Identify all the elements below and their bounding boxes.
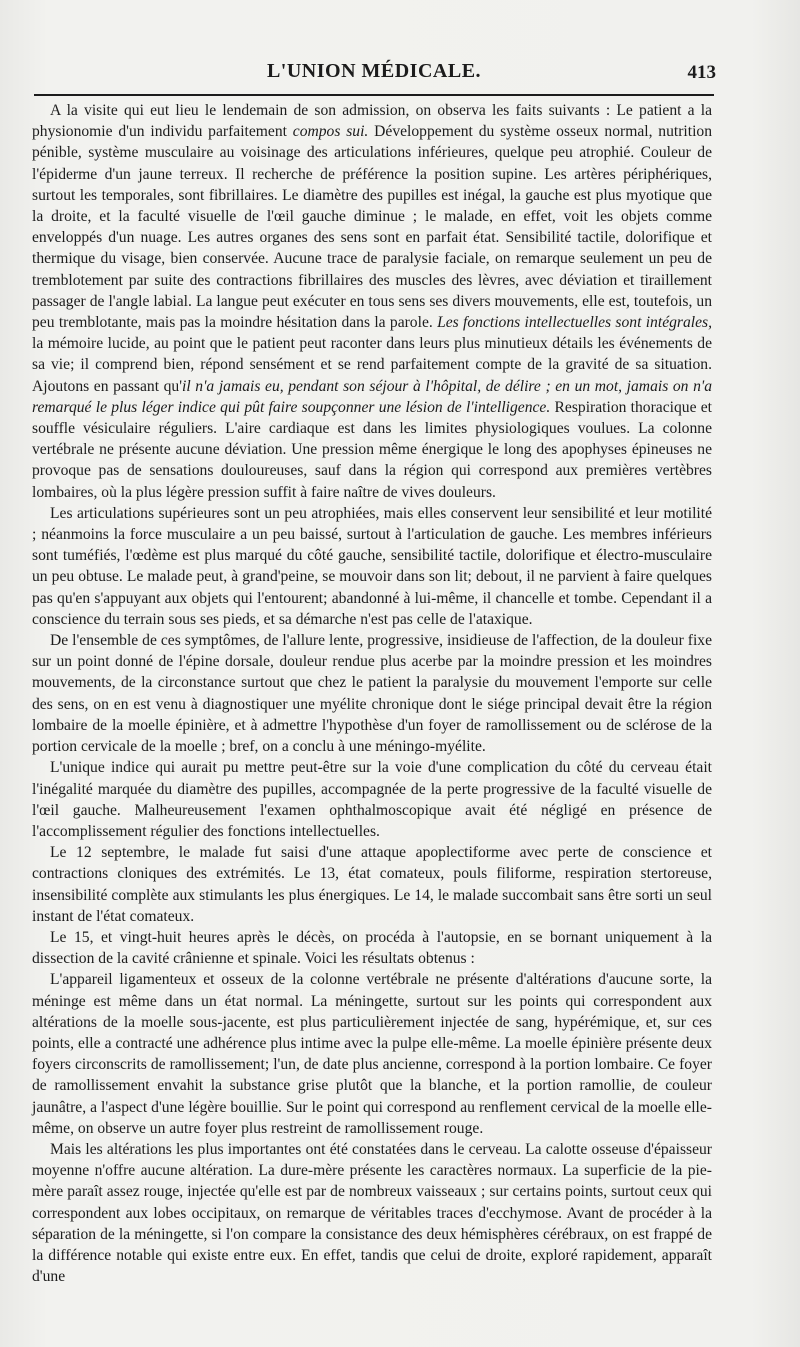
paragraph: Le 12 septembre, le malade fut saisi d'une attaque apoplectiforme avec perte de conscience et contractions cloniques des extrémités. Le 13, état comateux, pouls filiforme, respiration stertoreuse, insensibilité complète aux stimulants les plus énergiques. Le 14, le malade succombait sans être sorti un seul instant de l'état comateux. <box>32 844 712 925</box>
italic-run: il n'a jamais eu, pendant son séjour à l'hôpital, de délire ; en un mot, jamais on n'a remarqué le plus léger indice qui pût faire soupçonner une lésion de l'intelligence. <box>32 377 712 416</box>
body-text <box>32 100 712 1287</box>
paragraph: De l'ensemble de ces symptômes, de l'allure lente, progressive, insidieuse de l'affection, de la douleur fixe sur un point donné de l'épine dorsale, douleur rendue plus acerbe par la moindre pression et les moindres mouvements, de la circonstance surtout que chez le patient la paralysie du mouvement l'emporte sur celle des sens, on en est venu à diagnostiquer une myélite chronique dont le siége principal devait être la région lombaire de la moelle épinière, et à admettre l'hypothèse d'un foyer de ramollissement ou de sclérose de la portion cervicale de la moelle ; bref, on a conclu à une méningo-myélite. <box>32 632 712 756</box>
text-run: A la visite qui eut lieu le lendemain de son admission, on observa les faits suivants : Le patient a la physionomie d'un individu parfaitement <box>32 102 712 141</box>
italic-run: compos sui. <box>292 123 369 141</box>
text-run: Développement du système osseux normal, nutrition pénible, système musculaire au voisinage des articulations inférieures, quelque peu atrophié. Couleur de l'épiderme d'un jaune terreux. Il recherche de préférence la position supine. Les artères périphériques, surtout les temporales, sont fibrillaires. Le diamètre des pupilles est inégal, la gauche est plus myotique que la droite, et la faculté visuelle de l'œil gauche diminue ; le malade, en effet, voit les objets comme enveloppés d'un nuage. Les autres organes des sens sont en parfait état. Sensibilité tactile, dolorifique et thermique du visage, bien conservée. Aucune trace de paralysie faciale, on remarque seulement un peu de tremblotement par suite des contractions fibrillaires des muscles des lèvres, avec déviation et tiraillement passager de l'angle labial. La langue peut exécuter en tous sens ses divers mouvements, elle est, toutefois, un peu tremblotante, mais pas la moindre hésitation dans la parole. <box>32 123 712 332</box>
paragraph: L'appareil ligamenteux et osseux de la colonne vertébrale ne présente d'altérations d'aucune sorte, la méninge est même dans un état normal. La méningette, surtout sur les points qui correspondent aux altérations de la moelle sous-jacente, est plus particulièrement injectée de sang, hypérémique, et, sur ces points, elle a contracté une adhérence plus intime avec la pulpe elle-même. La moelle épinière présente deux foyers circonscrits de ramollissement; l'un, de date plus ancienne, correspond à la portion lombaire. Ce foyer de ramollissement envahit la substance grise plutôt que la blanche, et la portion ramollie, de couleur jaunâtre, a l'aspect d'une légère bouillie. Sur le point qui correspond au renflement cervical de la moelle elle-même, on observe un autre foyer plus restreint de ramollissement rouge. <box>32 971 712 1137</box>
paragraph <box>32 100 712 503</box>
paragraph: Le 15, et vingt-huit heures après le décès, on procéda à l'autopsie, en se bornant uniquement à la dissection de la cavité crânienne et spinale. Voici les résultats obtenus : <box>32 928 712 968</box>
text-run: Respiration thoracique et souffle vésiculaire réguliers. L'aire cardiaque est dans les limites physiologiques voulues. La colonne vertébrale ne présente aucune déviation. Une pression même énergique le long des apophyses épineuses ne provoque pas de sensations douloureuses, sauf dans la région qui correspond aux premières vertèbres lombaires, où la plus légère pression suffit à faire naître de vives douleurs. <box>32 398 713 501</box>
paragraph: Mais les altérations les plus importantes ont été constatées dans le cerveau. La calotte osseuse d'épaisseur moyenne n'offre aucune altération. La dure-mère présente les caractères normaux. La superficie de la pie-mère paraît assez rouge, injectée qu'elle est par de nombreux vaisseaux ; sur certains points, surtout ceux qui correspondent aux lobes occipitaux, on remarque de véritables traces d'ecchymose. Avant de procéder à la séparation de la méningette, si l'on compare la consistance des deux hémisphères cérébraux, on est frappé de la différence notable qui existe entre eux. En effet, tandis que celui de droite, exploré rapidement, apparaît d'une <box>32 1140 712 1286</box>
text-run: la mémoire lucide, au point que le patient peut raconter dans leurs plus minutieux détails les événements de sa vie; il comprend bien, répond sensément et se rend parfaitement compte de la gravité de sa situation. Ajoutons en passant qu' <box>32 335 712 395</box>
header-rule <box>34 94 714 96</box>
page-number: 413 <box>687 62 716 83</box>
paragraph: L'unique indice qui aurait pu mettre peut-être sur la voie d'une complication du côté du cerveau était l'inégalité marquée du diamètre des pupilles, accompagnée de la perte progressive de la faculté visuelle de l'œil gauche. Malheureusement l'examen ophthalmoscopique avait été négligé en présence de l'accomplissement régulier des fonctions intellectuelles. <box>32 759 712 840</box>
page-header <box>34 58 714 88</box>
italic-run: Les fonctions intellectuelles sont intégrales, <box>437 314 712 332</box>
running-title: L'UNION MÉDICALE. <box>266 60 482 82</box>
paragraph: Les articulations supérieures sont un peu atrophiées, mais elles conservent leur sensibilité et leur motilité ; néanmoins la force musculaire a un peu baissé, surtout à l'articulation de gauche. Les membres inférieurs sont tuméfiés, l'œdème est plus marqué du côté gauche, sensibilité tactile, dolorifique et électro-musculaire un peu obtuse. Le malade peut, à grand'peine, se mouvoir dans son lit; debout, il ne parvient à faire quelques pas qu'en s'appuyant aux objets qui l'entourent; abandonné à lui-même, il chancelle et tombe. Cependant il a conscience du terrain sous ses pieds, et sa démarche n'est pas celle de l'ataxique. <box>32 504 712 628</box>
